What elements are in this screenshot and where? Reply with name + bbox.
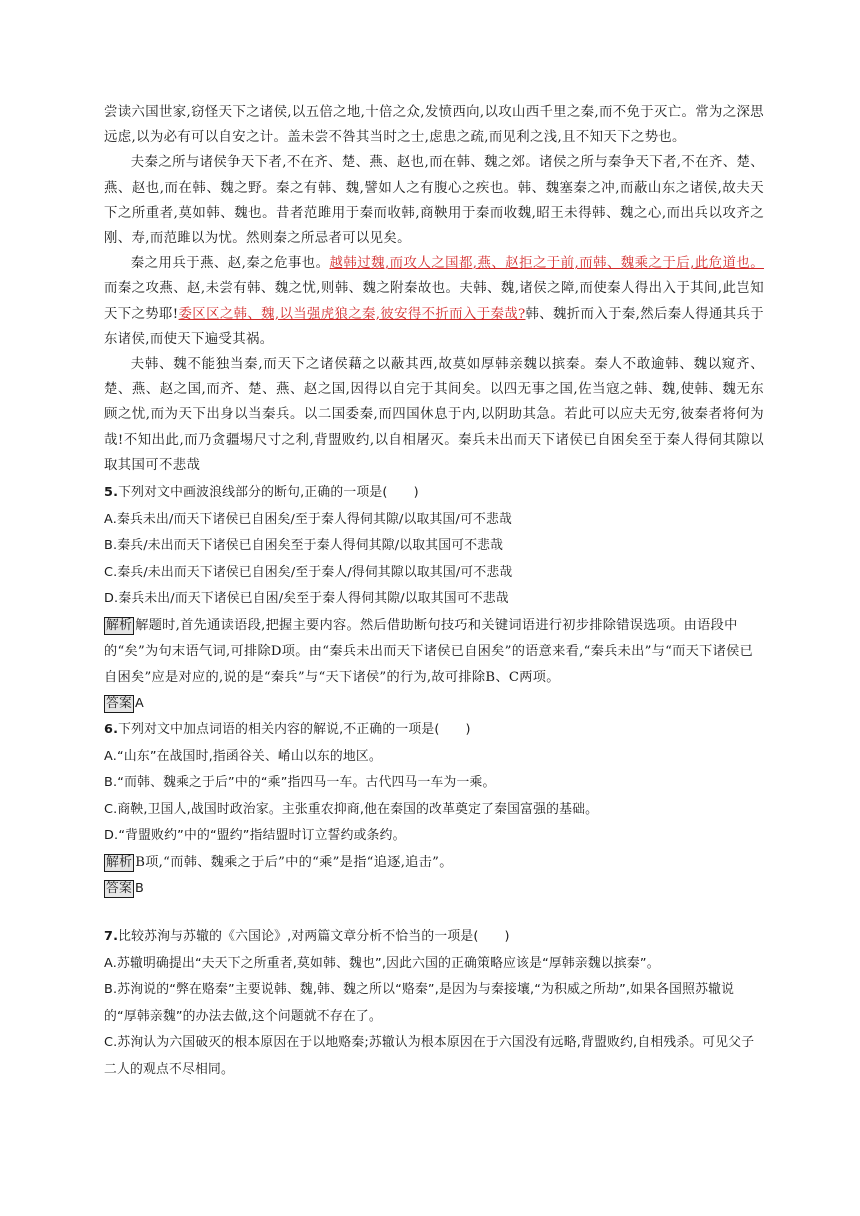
question-5-option-c: C.秦兵/未出而天下诸侯已自困矣/至于秦人/得伺其隙以取其国/可不悲哉 <box>104 564 513 580</box>
question-6-stem: 6.下列对文中加点词语的相关内容的解说,不正确的一项是( ) <box>104 722 471 738</box>
explanation-label: 解析 <box>106 854 133 870</box>
question-5-explanation: 解析 解题时,首先通读语段,把握主要内容。然后借助断句技巧和关键词语进行初步排除错误选项。由语段中的“矣”为句末语气词,可排除D项。由“秦兵未出而天下诸侯已自困矣”的语意来看,“秦兵未出”与“而天下诸侯已自困矣”应是对应的,说的是“秦兵”与“天下诸侯”的行为,故可排除B、C两项。 <box>104 617 754 685</box>
passage-paragraph-2: 夫秦之所与诸侯争天下者,不在齐、楚、燕、赵也,而在韩、魏之郊。诸侯之所与秦争天下者,不在齐、楚、燕、赵也,而在韩、魏之野。秦之有韩、魏,譬如人之有腹心之疾也。韩、魏塞秦之冲,而蔽山东之诸侯,故夫天下之所重者,莫如韩、魏也。昔者范雎用于秦而收韩,商鞅用于秦而收魏,昭王未得韩、魏之心,而出兵以攻齐之刚、寿,而范雎以为忧。然则秦之所忌者可以见矣。 <box>104 155 764 247</box>
question-6-option-a: A.“山东”在战国时,指函谷关、崤山以东的地区。 <box>104 748 382 764</box>
question-7 <box>104 924 764 1083</box>
question-5-answer: 答案 A <box>106 695 144 711</box>
underlined-sentence-1: 越韩过魏,而攻人之国都,燕、赵拒之于前,而韩、魏乘之于后,此危道也。 <box>329 256 764 272</box>
passage-p3-mid: 而秦之攻燕、赵,未尝有韩、魏之忧,则韩、魏之附秦故也。夫韩、魏,诸侯之障,而使秦人得出入于其间,此岂知天下之势耶! <box>104 281 764 322</box>
question-6-option-d: D.“背盟败约”中的“盟约”指结盟时订立誓约或条约。 <box>104 828 406 844</box>
explanation-label: 解析 <box>106 617 133 633</box>
question-7-option-c: C.苏洵认为六国破灭的根本原因在于以地赂秦;苏辙认为根本原因在于六国没有远略,背盟败约,自相残杀。可见父子二人的观点不尽相同。 <box>104 1035 755 1077</box>
passage-p3-post: 韩、魏折而入于秦,然后秦人得通其兵于东诸侯,而使天下遍受其祸。 <box>104 306 765 347</box>
question-5-option-b: B.秦兵/未出而天下诸侯已自困矣至于秦人得伺其隙/以取其国可不悲哉 <box>104 538 504 554</box>
question-6 <box>104 717 764 902</box>
passage-paragraph-1: 尝读六国世家,窃怪天下之诸侯,以五倍之地,十倍之众,发愤西向,以攻山西千里之秦,而不免于灭亡。常为之深思远虑,以为必有可以自安之计。盖未尝不咎其当时之士,虑患之疏,而见利之浅,且不知天下之势也。 <box>104 105 764 146</box>
question-7-option-b: B.苏洵说的“弊在赂秦”主要说韩、魏,韩、魏之所以“赂秦”,是因为与秦接壤,“为积威之所劫”,如果各国照苏辙说的“厚韩亲魏”的办法去做,这个问题就不存在了。 <box>104 982 735 1024</box>
question-6-explanation: 解析 B项,“而韩、魏乘之于后”中的“乘”是指“追逐,追击”。 <box>106 854 453 870</box>
answer-label: 答案 <box>106 880 132 896</box>
question-6-option-b: B.“而韩、魏乘之于后”中的“乘”指四马一车。古代四马一车为一乘。 <box>104 775 496 791</box>
question-7-stem: 7.比较苏洵与苏辙的《六国论》,对两篇文章分析不恰当的一项是( ) <box>104 929 510 945</box>
question-5-option-d: D.秦兵未出/而天下诸侯已自困/矣至于秦人得伺其隙/以取其国可不悲哉 <box>104 591 509 607</box>
question-5 <box>104 480 764 717</box>
passage-paragraph-4: 夫韩、魏不能独当秦,而天下之诸侯藉之以蔽其西,故莫如厚韩亲魏以摈秦。秦人不敢逾韩、魏以窥齐、楚、燕、赵之国,而齐、楚、燕、赵之国,因得以自完于其间矣。以四无事之国,佐当寇之韩、魏,使韩、魏无东顾之忧,而为天下出身以当秦兵。以二国委秦,而四国休息于内,以阴助其急。若此可以应夫无穷,彼秦者将何为哉!不知出此,而乃贪疆埸尺寸之利,背盟败约,以自相屠灭。秦兵未出而天下诸侯已自困矣至于秦人得伺其隙以取其国可不悲哉 <box>104 357 764 473</box>
underlined-sentence-2: 委区区之韩、魏,以当强虎狼之秦,彼安得不折而入于秦哉? <box>178 306 526 322</box>
document-page <box>104 100 764 1083</box>
passage-paragraph-3 <box>104 251 764 352</box>
passage-p3-pre: 秦之用兵于燕、赵,秦之危事也。 <box>130 256 330 272</box>
question-6-answer: 答案 B <box>106 880 144 896</box>
question-7-option-a: A.苏辙明确提出“夫天下之所重者,莫如韩、魏也”,因此六国的正确策略应该是“厚韩亲魏以摈秦”。 <box>104 955 660 971</box>
answer-label: 答案 <box>106 695 132 711</box>
question-5-stem: 5.下列对文中画波浪线部分的断句,正确的一项是( ) <box>104 485 419 501</box>
question-5-option-a: A.秦兵未出/而天下诸侯已自困矣/至于秦人得伺其隙/以取其国/可不悲哉 <box>104 511 512 527</box>
question-6-option-c: C.商鞅,卫国人,战国时政治家。主张重农抑商,他在秦国的改革奠定了秦国富强的基础。 <box>104 801 599 817</box>
